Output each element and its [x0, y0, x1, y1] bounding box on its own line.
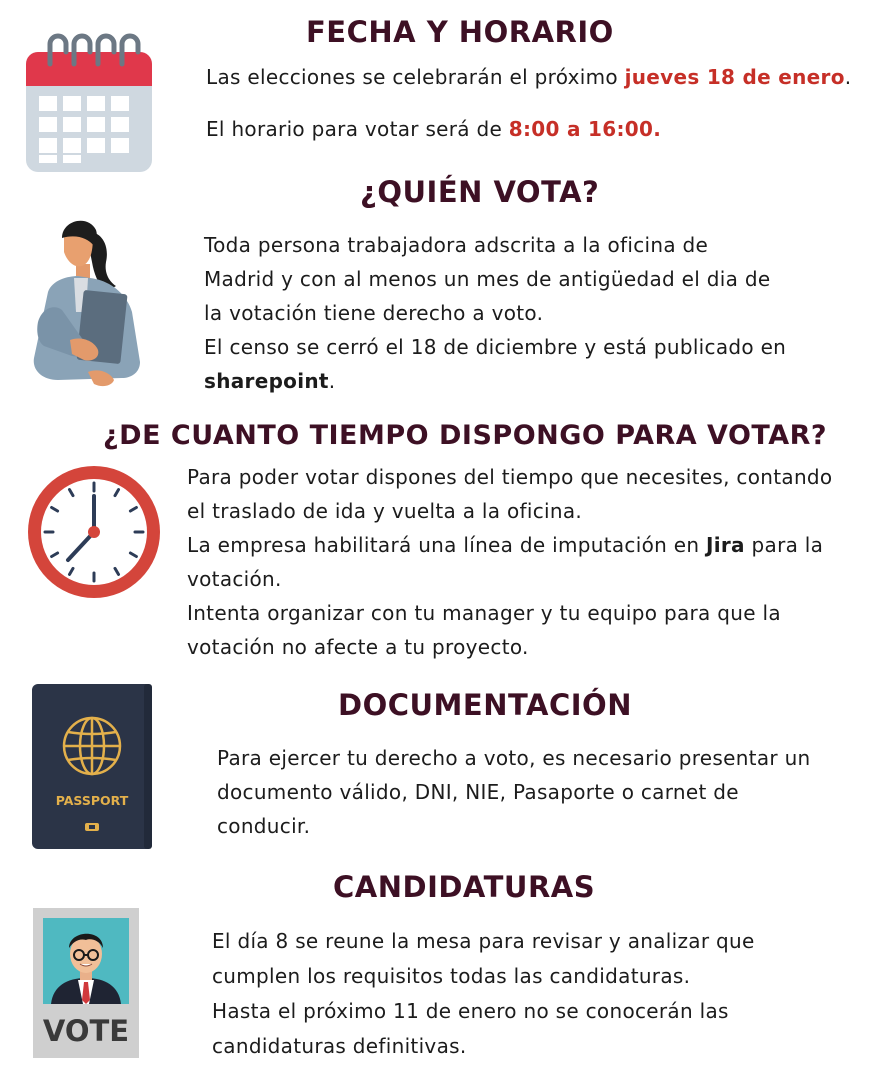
section-text-tiempo	[187, 460, 887, 664]
tiempo-line-6: votación no afecte a tu proyecto.	[187, 635, 529, 659]
woman-icon	[28, 212, 150, 390]
quien-line-2: Madrid y con al menos un mes de antigüedad el dia de	[204, 267, 771, 291]
candidaturas-line-1: El día 8 se reune la mesa para revisar y analizar que	[212, 929, 755, 953]
section-text-candidaturas	[212, 924, 887, 1064]
candidaturas-line-4: candidaturas definitivas.	[212, 1034, 467, 1058]
section-text-quien	[204, 228, 888, 398]
passport-icon	[32, 684, 152, 849]
calendar-icon	[26, 30, 152, 172]
section-text-documentacion	[217, 741, 887, 843]
fecha-line-2: El horario para votar será de 8:00 a 16:00.	[206, 117, 662, 141]
section-title-quien: ¿QUIÉN VOTA?	[360, 175, 600, 209]
clock-icon	[24, 462, 164, 602]
candidaturas-line-3: Hasta el próximo 11 de enero no se conocerán las	[212, 999, 729, 1023]
docs-line-1: Para ejercer tu derecho a voto, es necesario presentar un	[217, 746, 811, 770]
tiempo-line-5: Intenta organizar con tu manager y tu equipo para que la	[187, 601, 781, 625]
tiempo-line-1: Para poder votar dispones del tiempo que necesites, contando	[187, 465, 833, 489]
section-title-fecha: FECHA Y HORARIO	[306, 15, 614, 49]
vote-icon	[33, 908, 139, 1058]
quien-line-5: sharepoint.	[204, 369, 336, 393]
passport-label: PASSPORT	[55, 793, 129, 808]
tiempo-line-2: el traslado de ida y vuelta a la oficina.	[187, 499, 583, 523]
docs-line-3: conducir.	[217, 814, 311, 838]
docs-line-2: documento válido, DNI, NIE, Pasaporte o carnet de	[217, 780, 739, 804]
section-title-tiempo: ¿DE CUANTO TIEMPO DISPONGO PARA VOTAR?	[103, 420, 828, 451]
vote-label: VOTE	[42, 1014, 130, 1048]
section-title-documentacion: DOCUMENTACIÓN	[338, 688, 632, 722]
quien-line-4: El censo se cerró el 18 de diciembre y está publicado en	[204, 335, 787, 359]
candidaturas-line-2: cumplen los requisitos todas las candidaturas.	[212, 964, 691, 988]
quien-line-1: Toda persona trabajadora adscrita a la oficina de	[204, 233, 709, 257]
tiempo-line-4: votación.	[187, 567, 282, 591]
section-text-fecha	[206, 60, 886, 146]
quien-line-3: la votación tiene derecho a voto.	[204, 301, 544, 325]
section-title-candidaturas: CANDIDATURAS	[333, 870, 596, 904]
tiempo-line-3: La empresa habilitará una línea de imputación en Jira para la	[187, 533, 824, 557]
fecha-line-1: Las elecciones se celebrarán el próximo jueves 18 de enero.	[206, 65, 852, 89]
